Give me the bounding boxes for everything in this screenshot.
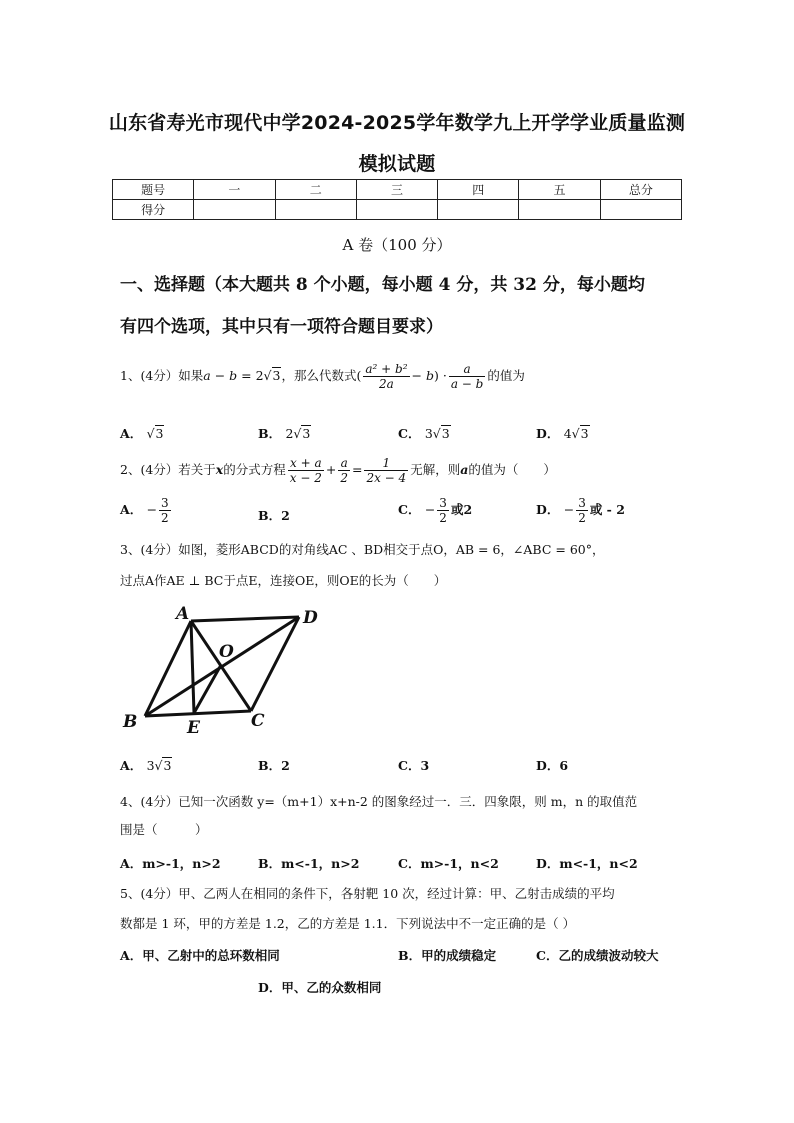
document-title-line1: 山东省寿光市现代中学2024-2025学年数学九上开学学业质量监测 (108, 112, 686, 134)
q3-option-b[interactable]: B．2 (258, 758, 290, 773)
score-header-cell: 总分 (600, 180, 681, 200)
document-title-line2: 模拟试题 (358, 153, 436, 175)
question-5-line1: 5、(4分）甲、乙两人在相同的条件下，各射靶 10 次，经过计算：甲、乙射击成绩的平均 (120, 886, 615, 901)
score-cell[interactable] (275, 200, 356, 220)
score-table (112, 179, 682, 220)
segment-eo (194, 665, 221, 713)
q2-option-b[interactable]: B．2 (258, 508, 290, 523)
q4-option-c[interactable]: C．m>-1，n<2 (398, 856, 499, 871)
label-e: E (187, 718, 200, 738)
q1-prefix: 1、(4分）如果 (120, 368, 204, 383)
question-2: 2、(4分）若关于x的分式方程 $\frac{x + a}{x - 2}$ + $\frac{a}{2}$ = $\frac{1}{2x - 4}$ 无解，则a的值为（ ） (120, 456, 556, 485)
label-o: O (219, 642, 234, 662)
score-cell[interactable] (356, 200, 437, 220)
segment-ae (191, 621, 194, 713)
q5-option-a[interactable]: A．甲、乙射中的总环数相同 (120, 948, 280, 963)
q1-option-c[interactable]: C． 3√3 (398, 426, 450, 441)
question-3-line1: 3、(4分）如图，菱形ABCD的对角线AC 、BD相交于点O，AB = 6，∠ABC = 60°， (120, 542, 605, 557)
score-header-cell: 一 (194, 180, 275, 200)
label-c: C (251, 711, 265, 731)
q3-option-a[interactable]: A． 3√3 (120, 758, 172, 773)
score-cell[interactable] (438, 200, 519, 220)
q2-option-c[interactable]: C． − $\frac{3}{2}$ 或2 (398, 496, 473, 525)
q1-option-d[interactable]: D． 4√3 (536, 426, 589, 441)
q5-option-b[interactable]: B．甲的成绩稳定 (398, 948, 497, 963)
edge-ad (191, 617, 299, 621)
q2-option-a[interactable]: A． − $\frac{3}{2}$ (120, 496, 169, 525)
label-d: D (303, 608, 318, 628)
q3-option-d[interactable]: D．6 (536, 758, 569, 773)
score-cell[interactable] (600, 200, 681, 220)
q1-option-b[interactable]: B． 2√3 (258, 426, 311, 441)
score-table-score-row (113, 200, 682, 220)
question-3-line2: 过点A作AE ⊥ BC于点E，连接OE，则OE的长为（ ） (120, 573, 447, 588)
score-row-label: 得分 (113, 200, 194, 220)
q3-option-c[interactable]: C．3 (398, 758, 430, 773)
score-header-cell: 题号 (113, 180, 194, 200)
rhombus-figure (118, 600, 328, 740)
q4-option-d[interactable]: D．m<-1，n<2 (536, 856, 638, 871)
score-header-cell: 二 (275, 180, 356, 200)
q2-option-d[interactable]: D． − $\frac{3}{2}$ 或 - 2 (536, 496, 625, 525)
question-5-line2: 数都是 1 环，甲的方差是 1.2，乙的方差是 1.1．下列说法中不一定正确的是（ ） (120, 916, 576, 931)
q5-option-c[interactable]: C．乙的成绩波动较大 (536, 948, 659, 963)
score-table-header-row (113, 180, 682, 200)
score-cell[interactable] (519, 200, 600, 220)
question-4-line1: 4、(4分）已知一次函数 y=（m+1）x+n-2 的图象经过一．三．四象限，则 m，n 的取值范 (120, 794, 638, 809)
part1-heading-line2: 有四个选项，其中只有一项符合题目要求） (120, 317, 443, 337)
section-a-heading: A 卷（100 分） (342, 236, 452, 254)
q4-option-a[interactable]: A．m>-1，n>2 (120, 856, 221, 871)
q5-option-d[interactable]: D．甲、乙的众数相同 (258, 980, 382, 995)
score-header-cell: 五 (519, 180, 600, 200)
label-a: A (176, 604, 190, 624)
part1-heading-line1: 一、选择题（本大题共 8 个小题，每小题 4 分，共 32 分，每小题均 (120, 275, 645, 295)
q1-mid: ，那么代数式 (281, 368, 357, 383)
q1-suffix: 的值为 (487, 368, 525, 383)
question-4-line2: 围是（ ） (120, 822, 208, 837)
edge-cb (145, 711, 251, 716)
score-header-cell: 四 (438, 180, 519, 200)
q1-option-a[interactable]: A． √3 (120, 426, 164, 441)
question-1: 1、(4分）如果a − b = 2√3，那么代数式( $\frac{\text{a² + b²}}{2a}$ − b) · $\frac{a}{a - b}$ 的值为 (120, 362, 525, 391)
q4-option-b[interactable]: B．m<-1，n>2 (258, 856, 360, 871)
label-b: B (123, 712, 138, 732)
score-cell[interactable] (194, 200, 275, 220)
score-header-cell: 三 (356, 180, 437, 200)
